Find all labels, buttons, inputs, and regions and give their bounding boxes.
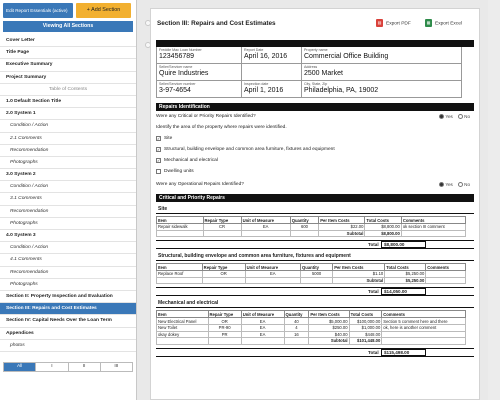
address-label: Address (304, 65, 318, 69)
edit-report-essentials-button[interactable]: Edit Report Essentials (active) (3, 3, 73, 18)
table-cell[interactable]: OR (208, 318, 241, 325)
table-cell[interactable]: 16 (284, 331, 309, 338)
operational-repairs-question (156, 179, 474, 190)
group-total (156, 348, 474, 357)
table-cell[interactable]: $250.00 (309, 324, 349, 331)
critical-repairs-question (156, 111, 474, 122)
repair-group (151, 205, 479, 249)
checkbox[interactable]: ✓ (157, 136, 161, 141)
table-cell[interactable]: $448.00 (349, 331, 382, 338)
sidebar-item[interactable]: Photographs (0, 279, 136, 291)
table-row[interactable] (157, 271, 466, 278)
empty-cell (241, 338, 284, 345)
table-cell[interactable]: Replace Roof (157, 271, 203, 278)
sidebar-item[interactable]: Recommendation (0, 206, 136, 218)
sidebar (0, 0, 137, 400)
sidebar-item[interactable]: Condition / Action (0, 120, 136, 132)
sidebar-item[interactable]: Recommendation (0, 145, 136, 157)
seller-name-label: Seller/Servicer name (159, 65, 193, 69)
sidebar-item[interactable]: 3.1 Comments (0, 193, 136, 205)
yes-label: Yes (445, 114, 453, 119)
property-info-grid (156, 47, 474, 98)
city-state-zip-cell (302, 81, 462, 98)
sidebar-item[interactable]: Photographs (0, 157, 136, 169)
repair-area-label: Dwelling units (164, 169, 194, 174)
empty-cell (245, 277, 300, 284)
column-header: Total Costs (365, 217, 401, 224)
column-header: Repair Type (202, 264, 245, 271)
empty-cell (382, 338, 466, 345)
repair-group-title: Mechanical and electrical (156, 299, 474, 308)
table-cell[interactable]: $8,800.00 (365, 224, 401, 231)
export-excel-label: Export Excel (435, 21, 462, 27)
table-cell[interactable]: New Electrical Panel (157, 318, 209, 325)
column-header: Repair Type (208, 311, 241, 318)
subtotal-label: Subtotal (333, 277, 385, 284)
sidebar-item[interactable]: Section III: Repairs and Cost Estimates (0, 303, 136, 315)
address-cell (302, 64, 462, 81)
document-header (151, 9, 479, 35)
seller-name-cell (157, 64, 242, 81)
empty-cell (284, 338, 309, 345)
sidebar-toolbar (0, 0, 136, 21)
excel-icon: ▦ (426, 20, 431, 25)
table-cell[interactable]: $1,000.00 (349, 324, 382, 331)
table-cell[interactable]: $1.10 (333, 271, 385, 278)
table-row[interactable] (157, 318, 466, 325)
inspection-date-label: Inspection date (244, 82, 269, 86)
subtotal-row (157, 230, 466, 237)
total-value: $14,050.00 (381, 288, 426, 295)
table-cell[interactable]: 5000 (301, 271, 333, 278)
table-cell[interactable]: $22.00 (319, 224, 365, 231)
column-header: Unit of Measure (241, 311, 284, 318)
no-label: No (464, 114, 470, 119)
column-header: Quantity (301, 264, 333, 271)
city-state-zip-value[interactable]: Philadelphia, PA, 19002 (304, 87, 379, 94)
table-cell[interactable]: PR (208, 331, 241, 338)
export-pdf-button[interactable] (376, 19, 411, 29)
report-document (150, 8, 480, 400)
table-row[interactable] (157, 331, 466, 338)
table-cell[interactable] (426, 271, 466, 278)
sidebar-tab[interactable]: I (36, 363, 68, 371)
viewing-all-sections-banner[interactable]: Viewing All Sections (3, 21, 133, 32)
repair-area-option[interactable] (156, 144, 474, 155)
column-header: Per Item Costs (333, 264, 385, 271)
sidebar-tab[interactable]: II (69, 363, 101, 371)
subtotal-value: $5,250.00 (385, 277, 426, 284)
table-cell[interactable]: OR (202, 271, 245, 278)
seller-number-cell (157, 81, 242, 98)
repair-table (156, 310, 466, 344)
operational-repairs-question-text: Were any Operational Repairs Identified? (156, 182, 244, 187)
column-header: Comments (382, 311, 466, 318)
sidebar-item[interactable]: Condition / Action (0, 242, 136, 254)
table-cell[interactable]: Repair sidewalk (157, 224, 204, 231)
report-date-label: Report Date (244, 48, 264, 52)
total-value: $115,498.00 (381, 349, 426, 356)
column-header: Total Costs (385, 264, 426, 271)
total-label: Total (368, 289, 379, 295)
repair-group-title: Structural, building envelope and common area furniture, fixtures and equipment (156, 252, 474, 261)
table-cell[interactable]: EA (241, 324, 284, 331)
sidebar-item[interactable]: Title Page (0, 47, 136, 59)
freddie-loan-cell (157, 47, 242, 64)
subtotal-row (157, 338, 466, 345)
repair-table (156, 263, 466, 284)
sidebar-item[interactable]: Section IV: Capital Needs Over the Loan Term (0, 315, 136, 327)
critical-repairs-question-text: Were any Critical or Priority Repairs Identified? (156, 114, 256, 119)
checkbox[interactable]: ✓ (157, 147, 161, 152)
group-total (156, 240, 474, 249)
sidebar-tab[interactable]: All (4, 363, 36, 371)
table-cell[interactable]: CR (203, 224, 241, 231)
column-header: Item (157, 311, 209, 318)
repair-area-label: Site (164, 136, 173, 141)
critical-repairs-radio-group (435, 111, 470, 122)
column-header: Comments (401, 217, 465, 224)
repair-area-label: Mechanical and electrical (164, 158, 218, 163)
sidebar-item[interactable]: photos (0, 340, 136, 352)
sidebar-section-list (0, 35, 136, 352)
page-title: Section III: Repairs and Cost Estimates (157, 20, 276, 27)
seller-number-value[interactable]: 3-97-4654 (159, 87, 191, 94)
empty-cell (208, 338, 241, 345)
table-cell[interactable]: EA (241, 224, 290, 231)
city-state-zip-label: City, State, Zip (304, 82, 328, 86)
table-cell[interactable]: $5,250.00 (385, 271, 426, 278)
freddie-loan-value[interactable]: 123456789 (159, 53, 195, 60)
property-name-cell (302, 47, 462, 64)
yes-label: Yes (445, 182, 453, 187)
export-pdf-label: Export PDF (386, 21, 411, 27)
sidebar-item[interactable]: Condition / Action (0, 181, 136, 193)
repair-area-checklist (151, 133, 479, 177)
no-radio[interactable] (458, 114, 463, 119)
column-header: Repair Type (203, 217, 241, 224)
table-cell[interactable]: EA (241, 331, 284, 338)
column-header: Per Item Costs (309, 311, 349, 318)
table-cell[interactable]: EA (241, 318, 284, 325)
report-date-value[interactable]: April 16, 2016 (244, 53, 288, 60)
table-cell[interactable]: 600 (290, 224, 319, 231)
sidebar-item[interactable]: 2.1 Comments (0, 133, 136, 145)
repair-area-label: Structural, building envelope and common area furniture, fixtures and equipment (164, 147, 335, 152)
table-cell[interactable]: ok section III comment (401, 224, 465, 231)
no-radio[interactable] (458, 182, 463, 187)
sidebar-item[interactable]: Appendices (0, 328, 136, 340)
empty-cell (157, 277, 203, 284)
table-cell[interactable]: ok, here is another comment (382, 324, 466, 331)
sidebar-item[interactable]: Project Summary (0, 72, 136, 84)
table-cell[interactable]: $100,000.00 (349, 318, 382, 325)
sidebar-item[interactable]: 2.0 System 1 (0, 108, 136, 120)
sidebar-item[interactable]: 4.0 System 3 (0, 230, 136, 242)
sidebar-item[interactable]: Executive Summary (0, 59, 136, 71)
column-header: Unit of Measure (245, 264, 300, 271)
total-label: Total (368, 349, 379, 355)
repair-area-option[interactable] (156, 155, 474, 166)
empty-cell (290, 230, 319, 237)
empty-cell (202, 277, 245, 284)
add-section-button[interactable]: + Add Section (76, 3, 131, 18)
repair-groups (151, 205, 479, 357)
repairs-identification-header: Repairs Identification (156, 103, 474, 111)
report-date-cell (242, 47, 302, 64)
column-header: Quantity (284, 311, 309, 318)
repair-group-title: Site (156, 205, 474, 214)
yes-radio[interactable] (439, 182, 444, 187)
empty-cell (401, 230, 465, 237)
table-header-row (157, 264, 466, 271)
identify-area-prompt: Identify the area of the property where repairs were identified. (156, 125, 287, 130)
subtotal-value: $101,448.00 (349, 338, 382, 345)
repair-group (151, 299, 479, 356)
repair-area-option[interactable] (156, 133, 474, 144)
empty-cell (241, 230, 290, 237)
operational-repairs-radio-group (435, 179, 470, 190)
sidebar-item[interactable]: Recommendation (0, 267, 136, 279)
info-header-bar (156, 40, 474, 47)
table-cell[interactable] (382, 331, 466, 338)
column-header: Comments (426, 264, 466, 271)
repair-group (151, 252, 479, 296)
table-cell[interactable]: $40.00 (309, 331, 349, 338)
table-cell[interactable]: Section 5 comment here and there (382, 318, 466, 325)
sidebar-item[interactable]: Photographs (0, 218, 136, 230)
subtotal-value: $8,800.00 (365, 230, 401, 237)
sidebar-item[interactable]: Section II: Property Inspection and Evaluation (0, 291, 136, 303)
sidebar-item[interactable]: 1.0 Default Section Title (0, 96, 136, 108)
subtotal-label: Subtotal (319, 230, 365, 237)
sidebar-item[interactable]: 4.1 Comments (0, 254, 136, 266)
table-header-row (157, 217, 466, 224)
checkbox[interactable] (156, 169, 161, 174)
seller-name-value[interactable]: Quire Industries (159, 70, 209, 77)
table-cell[interactable]: New Toilet (157, 324, 209, 331)
table-row[interactable] (157, 324, 466, 331)
sidebar-tab[interactable]: III (114, 364, 119, 369)
column-header: Item (157, 217, 204, 224)
column-header: Unit of Measure (241, 217, 290, 224)
empty-cell (242, 64, 302, 81)
total-label: Total (368, 242, 379, 248)
sidebar-item[interactable]: Cover Letter (0, 35, 136, 47)
table-header-row (157, 311, 466, 318)
column-header: Total Costs (349, 311, 382, 318)
table-cell[interactable]: $5,000.00 (309, 318, 349, 325)
yes-radio[interactable] (439, 114, 444, 119)
address-value[interactable]: 2500 Market (304, 70, 343, 77)
sidebar-item[interactable]: 3.0 System 2 (0, 169, 136, 181)
page-scrollbar[interactable] (488, 0, 500, 400)
table-cell[interactable]: PR-90 (208, 324, 241, 331)
export-excel-button[interactable] (425, 19, 462, 29)
table-cell[interactable]: 40 (284, 318, 309, 325)
repair-table (156, 216, 466, 237)
inspection-date-value[interactable]: April 1, 2016 (244, 87, 284, 94)
table-cell[interactable]: okay dokey (157, 331, 209, 338)
freddie-loan-label: Freddie Mac Loan Number (159, 48, 202, 52)
empty-cell (301, 277, 333, 284)
sidebar-item: Table of Contents (0, 84, 136, 96)
total-value: $8,800.00 (381, 241, 426, 248)
property-name-value[interactable]: Commercial Office Building (304, 53, 389, 60)
sidebar-filter-tabs (3, 362, 133, 372)
table-cell[interactable]: EA (245, 271, 300, 278)
group-total (156, 287, 474, 296)
column-header: Item (157, 264, 203, 271)
inspection-date-cell (242, 81, 302, 98)
column-header: Per Item Costs (319, 217, 365, 224)
table-row[interactable] (157, 224, 466, 231)
pdf-icon: ▤ (377, 20, 382, 25)
property-name-label: Property name (304, 48, 328, 52)
column-header: Quantity (290, 217, 319, 224)
empty-cell (426, 277, 466, 284)
empty-cell (203, 230, 241, 237)
critical-priority-repairs-header: Critical and Priority Repairs (156, 194, 474, 202)
repair-area-option[interactable] (156, 166, 474, 177)
subtotal-label: Subtotal (309, 338, 349, 345)
seller-number-label: Seller/Servicer number (159, 82, 196, 86)
no-label: No (464, 182, 470, 187)
table-cell[interactable]: 4 (284, 324, 309, 331)
empty-cell (157, 230, 204, 237)
empty-cell (157, 338, 209, 345)
checkbox[interactable]: ✓ (157, 158, 161, 163)
subtotal-row (157, 277, 466, 284)
